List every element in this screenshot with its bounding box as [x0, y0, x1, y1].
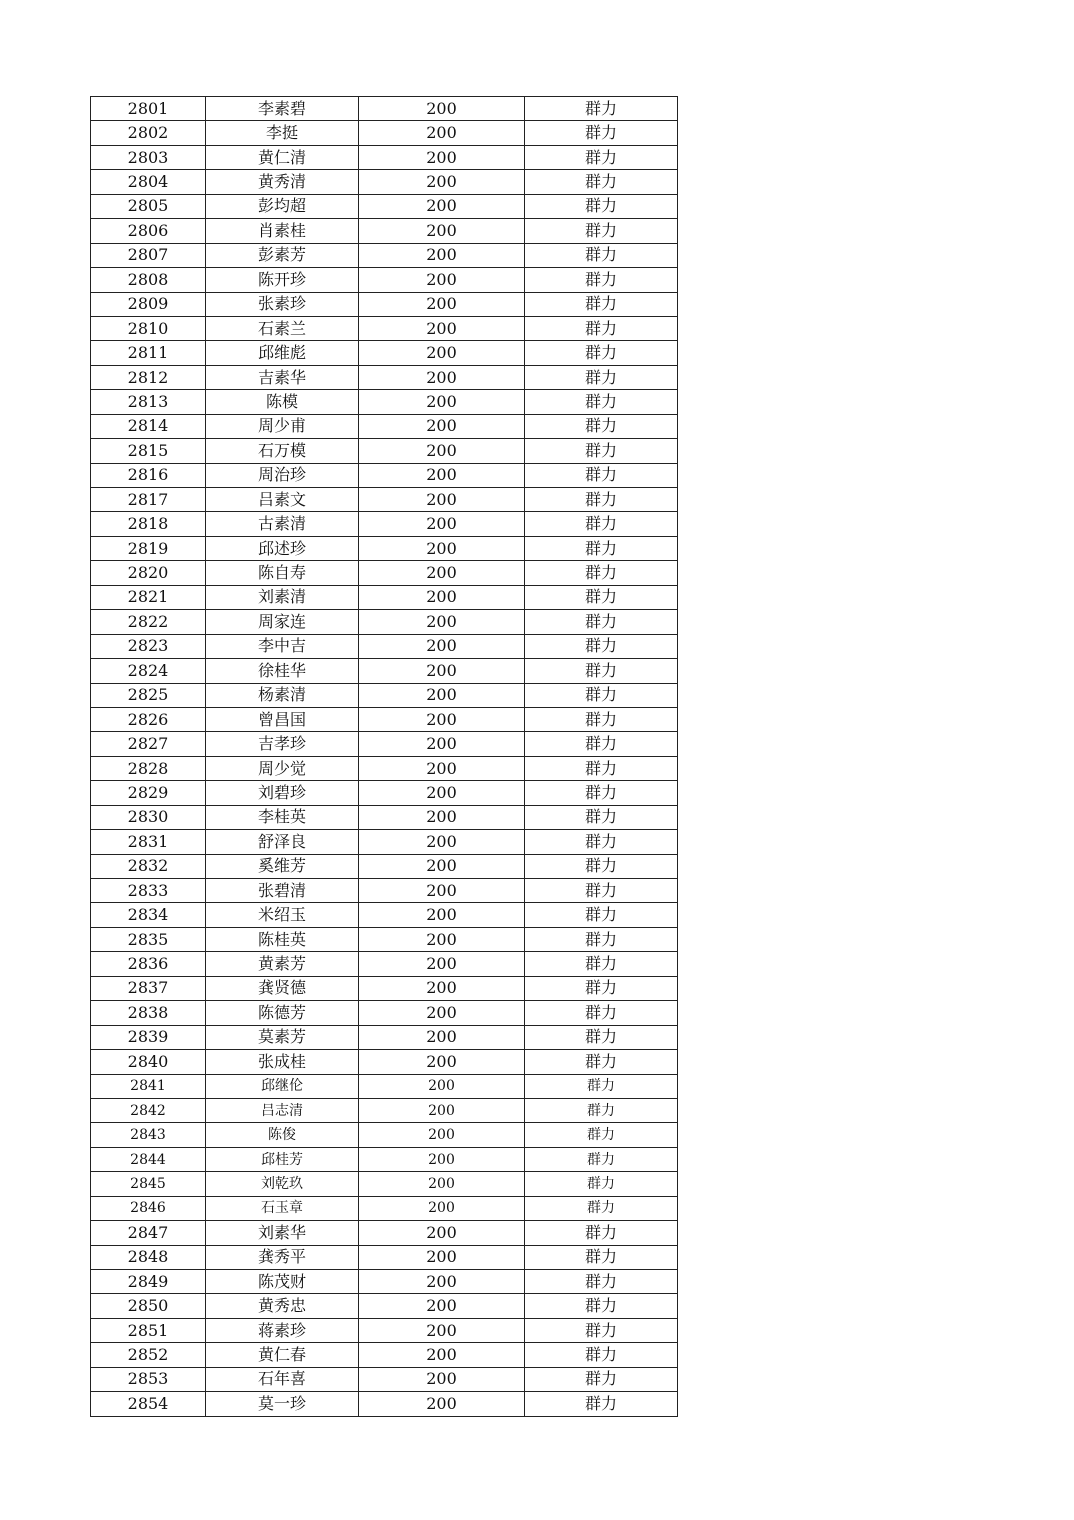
- cell-number: 2837: [91, 976, 206, 1000]
- cell-amount: 200: [359, 1318, 525, 1342]
- cell-group: 群力: [525, 439, 678, 463]
- cell-name: 周少甫: [206, 414, 359, 438]
- cell-amount: 200: [359, 170, 525, 194]
- cell-number: 2814: [91, 414, 206, 438]
- cell-number: 2846: [91, 1196, 206, 1220]
- cell-name: 李中吉: [206, 634, 359, 658]
- cell-number: 2829: [91, 781, 206, 805]
- cell-name: 奚维芳: [206, 854, 359, 878]
- cell-group: 群力: [525, 1270, 678, 1294]
- cell-name: 周治珍: [206, 463, 359, 487]
- cell-amount: 200: [359, 512, 525, 536]
- table-row: [91, 268, 678, 292]
- cell-number: 2803: [91, 145, 206, 169]
- table-row: [91, 561, 678, 585]
- cell-group: 群力: [525, 341, 678, 365]
- cell-name: 邱维彪: [206, 341, 359, 365]
- cell-group: 群力: [525, 1343, 678, 1367]
- cell-group: 群力: [525, 268, 678, 292]
- cell-amount: 200: [359, 683, 525, 707]
- cell-group: 群力: [525, 830, 678, 854]
- cell-name: 米绍玉: [206, 903, 359, 927]
- cell-number: 2807: [91, 243, 206, 267]
- cell-group: 群力: [525, 243, 678, 267]
- cell-number: 2851: [91, 1318, 206, 1342]
- cell-group: 群力: [525, 756, 678, 780]
- cell-amount: 200: [359, 756, 525, 780]
- table-row: [91, 145, 678, 169]
- cell-number: 2839: [91, 1025, 206, 1049]
- cell-group: 群力: [525, 561, 678, 585]
- cell-number: 2831: [91, 830, 206, 854]
- cell-group: 群力: [525, 976, 678, 1000]
- cell-name: 张成桂: [206, 1050, 359, 1074]
- cell-name: 舒泽良: [206, 830, 359, 854]
- table-row: [91, 707, 678, 731]
- table-row: [91, 1123, 678, 1147]
- cell-amount: 200: [359, 781, 525, 805]
- cell-amount: 200: [359, 830, 525, 854]
- cell-name: 李桂英: [206, 805, 359, 829]
- cell-amount: 200: [359, 463, 525, 487]
- table-row: [91, 610, 678, 634]
- cell-name: 石素兰: [206, 316, 359, 340]
- table-row: [91, 1392, 678, 1416]
- cell-amount: 200: [359, 952, 525, 976]
- table-row: [91, 341, 678, 365]
- cell-name: 陈茂财: [206, 1270, 359, 1294]
- table-row: [91, 536, 678, 560]
- cell-number: 2819: [91, 536, 206, 560]
- cell-number: 2848: [91, 1245, 206, 1269]
- cell-number: 2812: [91, 365, 206, 389]
- table-row: [91, 756, 678, 780]
- table-row: [91, 903, 678, 927]
- cell-amount: 200: [359, 879, 525, 903]
- cell-group: 群力: [525, 170, 678, 194]
- cell-number: 2811: [91, 341, 206, 365]
- cell-amount: 200: [359, 903, 525, 927]
- table-row: [91, 1367, 678, 1391]
- cell-amount: 200: [359, 1050, 525, 1074]
- table-row: [91, 1025, 678, 1049]
- cell-group: 群力: [525, 1123, 678, 1147]
- cell-name: 刘乾玖: [206, 1172, 359, 1196]
- cell-name: 龚秀平: [206, 1245, 359, 1269]
- cell-group: 群力: [525, 316, 678, 340]
- cell-number: 2808: [91, 268, 206, 292]
- cell-name: 肖素桂: [206, 219, 359, 243]
- cell-amount: 200: [359, 1123, 525, 1147]
- cell-group: 群力: [525, 292, 678, 316]
- cell-group: 群力: [525, 97, 678, 121]
- cell-amount: 200: [359, 268, 525, 292]
- cell-name: 陈桂英: [206, 927, 359, 951]
- cell-group: 群力: [525, 781, 678, 805]
- cell-name: 黄秀清: [206, 170, 359, 194]
- cell-group: 群力: [525, 121, 678, 145]
- cell-amount: 200: [359, 1221, 525, 1245]
- table-row: [91, 732, 678, 756]
- cell-number: 2804: [91, 170, 206, 194]
- cell-number: 2806: [91, 219, 206, 243]
- cell-group: 群力: [525, 365, 678, 389]
- table-row: [91, 488, 678, 512]
- table-row: [91, 805, 678, 829]
- table-row: [91, 219, 678, 243]
- cell-number: 2801: [91, 97, 206, 121]
- cell-group: 群力: [525, 1318, 678, 1342]
- cell-amount: 200: [359, 1147, 525, 1171]
- cell-name: 刘碧珍: [206, 781, 359, 805]
- cell-number: 2842: [91, 1098, 206, 1122]
- cell-amount: 200: [359, 585, 525, 609]
- cell-group: 群力: [525, 634, 678, 658]
- cell-number: 2805: [91, 194, 206, 218]
- cell-amount: 200: [359, 145, 525, 169]
- cell-number: 2815: [91, 439, 206, 463]
- cell-name: 古素清: [206, 512, 359, 536]
- cell-amount: 200: [359, 1074, 525, 1098]
- table-row: [91, 1221, 678, 1245]
- cell-group: 群力: [525, 585, 678, 609]
- cell-number: 2836: [91, 952, 206, 976]
- table-row: [91, 316, 678, 340]
- cell-name: 彭素芳: [206, 243, 359, 267]
- cell-amount: 200: [359, 121, 525, 145]
- cell-amount: 200: [359, 488, 525, 512]
- cell-group: 群力: [525, 1147, 678, 1171]
- cell-group: 群力: [525, 879, 678, 903]
- cell-amount: 200: [359, 194, 525, 218]
- table-row: [91, 365, 678, 389]
- cell-number: 2824: [91, 659, 206, 683]
- cell-group: 群力: [525, 1001, 678, 1025]
- cell-name: 李素碧: [206, 97, 359, 121]
- cell-name: 邱桂芳: [206, 1147, 359, 1171]
- cell-number: 2841: [91, 1074, 206, 1098]
- data-table: [90, 96, 678, 1417]
- cell-amount: 200: [359, 219, 525, 243]
- cell-number: 2802: [91, 121, 206, 145]
- cell-name: 曾昌国: [206, 707, 359, 731]
- cell-group: 群力: [525, 805, 678, 829]
- cell-amount: 200: [359, 732, 525, 756]
- cell-group: 群力: [525, 1172, 678, 1196]
- cell-name: 黄仁春: [206, 1343, 359, 1367]
- cell-group: 群力: [525, 145, 678, 169]
- cell-group: 群力: [525, 1294, 678, 1318]
- table-row: [91, 1172, 678, 1196]
- cell-group: 群力: [525, 463, 678, 487]
- table-row: [91, 292, 678, 316]
- cell-amount: 200: [359, 1025, 525, 1049]
- cell-name: 吕素文: [206, 488, 359, 512]
- cell-number: 2832: [91, 854, 206, 878]
- cell-group: 群力: [525, 903, 678, 927]
- cell-number: 2850: [91, 1294, 206, 1318]
- table-row: [91, 1245, 678, 1269]
- cell-amount: 200: [359, 316, 525, 340]
- cell-number: 2845: [91, 1172, 206, 1196]
- cell-number: 2834: [91, 903, 206, 927]
- cell-amount: 200: [359, 561, 525, 585]
- cell-name: 莫素芳: [206, 1025, 359, 1049]
- cell-amount: 200: [359, 707, 525, 731]
- table-row: [91, 194, 678, 218]
- cell-group: 群力: [525, 414, 678, 438]
- cell-amount: 200: [359, 390, 525, 414]
- table-row: [91, 1294, 678, 1318]
- cell-amount: 200: [359, 805, 525, 829]
- cell-name: 邱继伦: [206, 1074, 359, 1098]
- cell-group: 群力: [525, 512, 678, 536]
- cell-name: 徐桂华: [206, 659, 359, 683]
- cell-number: 2838: [91, 1001, 206, 1025]
- table-row: [91, 390, 678, 414]
- cell-name: 黄秀忠: [206, 1294, 359, 1318]
- cell-number: 2809: [91, 292, 206, 316]
- cell-number: 2849: [91, 1270, 206, 1294]
- cell-number: 2822: [91, 610, 206, 634]
- table-row: [91, 170, 678, 194]
- cell-amount: 200: [359, 414, 525, 438]
- table-row: [91, 1196, 678, 1220]
- table-row: [91, 97, 678, 121]
- cell-amount: 200: [359, 1172, 525, 1196]
- cell-number: 2835: [91, 927, 206, 951]
- cell-number: 2840: [91, 1050, 206, 1074]
- cell-amount: 200: [359, 341, 525, 365]
- cell-name: 陈俊: [206, 1123, 359, 1147]
- table-row: [91, 463, 678, 487]
- cell-name: 陈德芳: [206, 1001, 359, 1025]
- cell-number: 2816: [91, 463, 206, 487]
- cell-group: 群力: [525, 952, 678, 976]
- cell-amount: 200: [359, 292, 525, 316]
- table-row: [91, 781, 678, 805]
- cell-name: 张碧清: [206, 879, 359, 903]
- table-row: [91, 439, 678, 463]
- cell-amount: 200: [359, 1343, 525, 1367]
- cell-amount: 200: [359, 854, 525, 878]
- cell-group: 群力: [525, 927, 678, 951]
- cell-amount: 200: [359, 610, 525, 634]
- table-row: [91, 1050, 678, 1074]
- table-row: [91, 1074, 678, 1098]
- cell-amount: 200: [359, 634, 525, 658]
- cell-amount: 200: [359, 927, 525, 951]
- cell-amount: 200: [359, 1367, 525, 1391]
- cell-number: 2828: [91, 756, 206, 780]
- cell-amount: 200: [359, 97, 525, 121]
- cell-name: 张素珍: [206, 292, 359, 316]
- cell-number: 2827: [91, 732, 206, 756]
- cell-number: 2830: [91, 805, 206, 829]
- cell-amount: 200: [359, 1196, 525, 1220]
- cell-group: 群力: [525, 1098, 678, 1122]
- cell-name: 陈开珍: [206, 268, 359, 292]
- table-row: [91, 854, 678, 878]
- cell-name: 李挺: [206, 121, 359, 145]
- cell-number: 2847: [91, 1221, 206, 1245]
- cell-number: 2817: [91, 488, 206, 512]
- table-row: [91, 243, 678, 267]
- table-row: [91, 585, 678, 609]
- cell-number: 2853: [91, 1367, 206, 1391]
- table-row: [91, 1343, 678, 1367]
- cell-group: 群力: [525, 536, 678, 560]
- cell-amount: 200: [359, 1392, 525, 1416]
- table-row: [91, 121, 678, 145]
- cell-amount: 200: [359, 439, 525, 463]
- cell-group: 群力: [525, 610, 678, 634]
- cell-name: 陈模: [206, 390, 359, 414]
- cell-number: 2833: [91, 879, 206, 903]
- table-row: [91, 512, 678, 536]
- table-row: [91, 1001, 678, 1025]
- cell-number: 2825: [91, 683, 206, 707]
- cell-number: 2818: [91, 512, 206, 536]
- cell-amount: 200: [359, 976, 525, 1000]
- cell-amount: 200: [359, 1245, 525, 1269]
- cell-name: 龚贤德: [206, 976, 359, 1000]
- cell-group: 群力: [525, 1074, 678, 1098]
- cell-group: 群力: [525, 707, 678, 731]
- table-body: [91, 97, 678, 1417]
- table-row: [91, 952, 678, 976]
- cell-number: 2820: [91, 561, 206, 585]
- cell-group: 群力: [525, 854, 678, 878]
- cell-group: 群力: [525, 1050, 678, 1074]
- cell-name: 吉素华: [206, 365, 359, 389]
- cell-name: 黄仁清: [206, 145, 359, 169]
- table-row: [91, 879, 678, 903]
- cell-amount: 200: [359, 1001, 525, 1025]
- cell-number: 2854: [91, 1392, 206, 1416]
- cell-group: 群力: [525, 732, 678, 756]
- cell-amount: 200: [359, 1294, 525, 1318]
- cell-number: 2810: [91, 316, 206, 340]
- cell-amount: 200: [359, 365, 525, 389]
- table-row: [91, 414, 678, 438]
- cell-name: 蒋素珍: [206, 1318, 359, 1342]
- table-row: [91, 1147, 678, 1171]
- cell-name: 周家连: [206, 610, 359, 634]
- cell-group: 群力: [525, 683, 678, 707]
- cell-group: 群力: [525, 194, 678, 218]
- table-row: [91, 1270, 678, 1294]
- cell-name: 刘素华: [206, 1221, 359, 1245]
- cell-name: 周少觉: [206, 756, 359, 780]
- cell-name: 彭均超: [206, 194, 359, 218]
- table-row: [91, 634, 678, 658]
- cell-name: 莫一珍: [206, 1392, 359, 1416]
- cell-group: 群力: [525, 1367, 678, 1391]
- cell-group: 群力: [525, 659, 678, 683]
- cell-group: 群力: [525, 488, 678, 512]
- cell-name: 黄素芳: [206, 952, 359, 976]
- cell-name: 石玉章: [206, 1196, 359, 1220]
- cell-name: 石年喜: [206, 1367, 359, 1391]
- cell-number: 2852: [91, 1343, 206, 1367]
- cell-name: 陈自寿: [206, 561, 359, 585]
- cell-name: 刘素清: [206, 585, 359, 609]
- cell-group: 群力: [525, 219, 678, 243]
- cell-amount: 200: [359, 1098, 525, 1122]
- cell-number: 2823: [91, 634, 206, 658]
- table-row: [91, 659, 678, 683]
- cell-group: 群力: [525, 1245, 678, 1269]
- cell-number: 2843: [91, 1123, 206, 1147]
- cell-name: 吉孝珍: [206, 732, 359, 756]
- cell-amount: 200: [359, 536, 525, 560]
- cell-group: 群力: [525, 390, 678, 414]
- table-row: [91, 927, 678, 951]
- table-row: [91, 683, 678, 707]
- cell-name: 邱述珍: [206, 536, 359, 560]
- cell-number: 2813: [91, 390, 206, 414]
- cell-number: 2844: [91, 1147, 206, 1171]
- cell-number: 2826: [91, 707, 206, 731]
- cell-name: 吕志清: [206, 1098, 359, 1122]
- table-row: [91, 976, 678, 1000]
- cell-name: 杨素清: [206, 683, 359, 707]
- cell-name: 石万模: [206, 439, 359, 463]
- table-row: [91, 1318, 678, 1342]
- cell-group: 群力: [525, 1392, 678, 1416]
- cell-group: 群力: [525, 1196, 678, 1220]
- cell-number: 2821: [91, 585, 206, 609]
- cell-amount: 200: [359, 1270, 525, 1294]
- cell-group: 群力: [525, 1221, 678, 1245]
- cell-group: 群力: [525, 1025, 678, 1049]
- table-row: [91, 1098, 678, 1122]
- cell-amount: 200: [359, 659, 525, 683]
- cell-amount: 200: [359, 243, 525, 267]
- table-row: [91, 830, 678, 854]
